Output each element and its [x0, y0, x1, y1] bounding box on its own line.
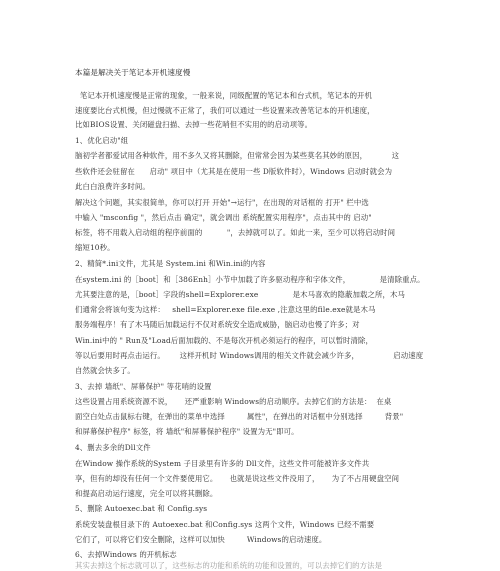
doc-line: 缩短10秒。: [75, 243, 115, 252]
doc-line: 3、去掉 墙纸"、屏幕保护" 等花哨的设置: [75, 382, 212, 391]
doc-line: 和屏幕保护程序" 标签，将 墙纸"和屏幕保护程序" 设置为无"即可。: [75, 427, 299, 436]
doc-line: 2、精简*.ini文件，尤其是 System.ini 和Win.ini的内容: [75, 259, 266, 268]
doc-line: 脑初学者都爱试用各种软件，用不多久又将其删除，但常常会因为某些莫名其妙的原因， 这: [75, 151, 400, 160]
doc-line: 解决这个问题，其实很简单，你可以打开 开始"→运行"，在出现的对话框的 打开" 栏中选: [75, 198, 369, 207]
doc-line: 中输入 "msconfig "，然后点击 确定"，就会调出 系统配置实用程序"，点击其中的 启动": [75, 213, 372, 222]
doc-line: 享，但有的却没有任何一个文件要使用它。 也就是说这些文件没用了， 为了不占用硬盘空间: [75, 474, 400, 483]
doc-line: 在Window 操作系统的System 子目录里有许多的 Dll文件，这些文件可能被许多文件共: [75, 459, 370, 468]
doc-line: 它们了，可以将它们安全删除，这样可以加快 Windows的启动速度。: [75, 535, 327, 544]
doc-line: 们通常会将该句变为这样： shell=Explorer.exe file.exe ,注意这里的file.exe就是木马: [75, 305, 376, 314]
doc-line: 自然就会快多了。: [75, 366, 135, 375]
doc-line: 比如BIOS设置、关闭磁盘扫描、去掉一些花哨但不实用的的启动项等。: [75, 120, 313, 129]
doc-line: 4、删去多余的Dll文件: [75, 443, 151, 452]
doc-line: 在system.ini 的［boot］和［386Enh］小节中加载了许多驱动程序和字体文件， 是清除重点。: [75, 275, 425, 284]
doc-line: Win.ini中的 " Run及"Load后面加载的、不是每次开机必须运行的程序，可以暂时清除，: [75, 336, 374, 345]
doc-line: 6、去掉Windows 的开机标志: [75, 550, 177, 559]
doc-line: 等以后要用时再点击运行。 这样开机时 Windows调用的相关文件就会减少许多， 启动速度: [75, 351, 424, 360]
doc-line: 1、优化启动"组: [75, 136, 129, 145]
doc-line: 面空白处点击鼠标右键，在弹出的菜单中选择 属性"，在弹出的对话框中分别选择 背景": [75, 412, 404, 421]
doc-line: 些软件还会驻留在 启动" 项目中（尤其是在使用一些 D版软件时），Windows 启动时就会为: [75, 167, 393, 176]
doc-line: 这些设置占用系统资源不说， 还严重影响 Windows的启动顺序。去掉它们的方法是： 在桌: [75, 397, 392, 406]
doc-line: 服务端程序！有了木马随后加载运行不仅对系统安全造成威胁，脑启动也慢了许多；对: [75, 320, 360, 329]
doc-line: 尤其要注意的是，［boot］字段的shell=Explorer.exe 是木马喜欢的隐蔽加载之所，木马: [75, 290, 405, 299]
doc-line: 此白白浪费许多时间。: [75, 182, 150, 191]
doc-title: 本篇是解决关于笔记本开机速度慢: [75, 68, 191, 77]
doc-line: 笔记本开机速度慢是正常的现象，一般来说，同级配置的笔记本和台式机，笔记本的开机: [75, 91, 373, 100]
doc-line: 标签，将不用载入启动组的程序前面的 "，去掉就可以了。如此一来，至少可以将启动时间: [75, 228, 396, 237]
doc-line: 速度要比台式机慢，但过慢就不正常了，我们可以通过一些设置来改善笔记本的开机速度，: [75, 106, 375, 115]
doc-line: 和提高启动运行速度，完全可以将其删除。: [75, 489, 218, 498]
doc-line: 其实去掉这个标志就可以了，这些标志的功能和系统的功能和设置的，可以去掉它们的方法是: [75, 561, 383, 570]
doc-line: 5、删除 Autoexec.bat 和 Config.sys: [75, 504, 208, 513]
doc-line: 系统安装盘根目录下的 Autoexec.bat 和Config.sys 这两个文件，Windows 已经不需要: [75, 520, 375, 529]
